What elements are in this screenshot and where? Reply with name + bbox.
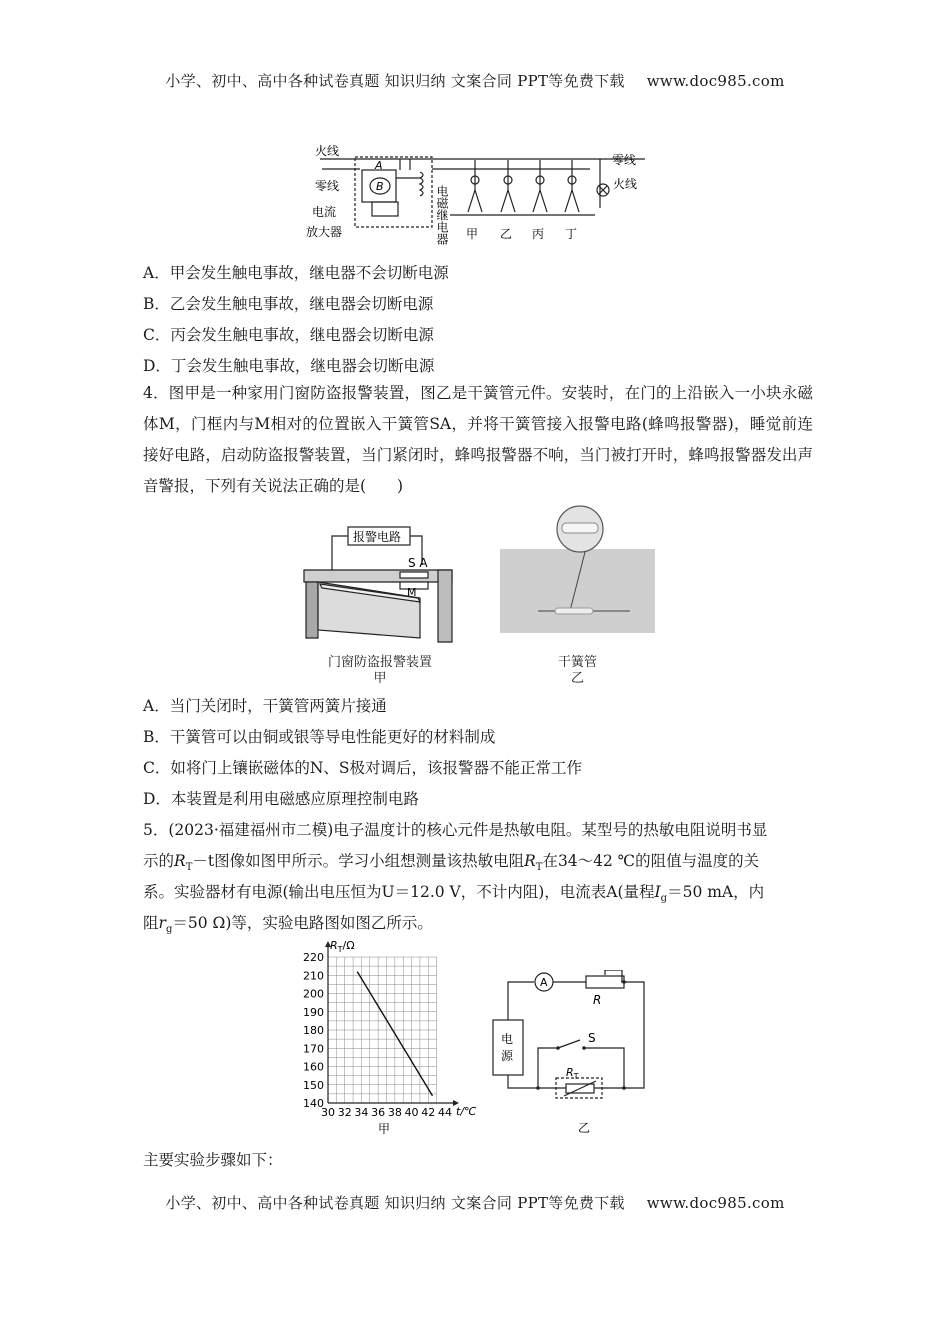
q3-option-a: A．甲会发生触电事故，继电器不会切断电源 bbox=[143, 264, 449, 282]
fire-right-label: 火线 bbox=[613, 177, 638, 191]
header-text: 小学、初中、高中各种试卷真题 知识归纳 文案合同 PPT等免费下载 bbox=[165, 72, 625, 90]
y-tick-label: 190 bbox=[303, 1005, 324, 1019]
zero-right-label: 零线 bbox=[612, 153, 637, 167]
source-label-2: 源 bbox=[501, 1049, 514, 1063]
coil-a-label: A bbox=[375, 159, 383, 172]
y-tick-label: 180 bbox=[303, 1024, 324, 1037]
q5-rt-2: R bbox=[524, 852, 536, 870]
relay-circuit-figure bbox=[300, 140, 650, 250]
person-ding-label: 丁 bbox=[565, 227, 578, 241]
q5-l4a: 阻 bbox=[143, 914, 159, 932]
q4-option-c: C．如将门上镶嵌磁体的N、S极对调后，该报警器不能正常工作 bbox=[143, 759, 583, 777]
q3-option-d: D．丁会发生触电事故，继电器会切断电源 bbox=[143, 357, 435, 375]
reed-switch-caption: 干簧管 bbox=[557, 655, 597, 670]
q5-rg-sub: g bbox=[165, 924, 173, 936]
q4-option-a: A．当门关闭时，干簧管两簧片接通 bbox=[143, 697, 387, 715]
x-tick-label: 44 bbox=[438, 1106, 452, 1119]
q5-l2b: －t图像如图甲所示。学习小组想测量该热敏电阻 bbox=[192, 852, 525, 870]
q5-line-4 bbox=[143, 911, 433, 935]
q5-rt-1-sub: T bbox=[185, 862, 193, 874]
x-tick-label: 42 bbox=[421, 1106, 436, 1119]
x-tick-label: 30 bbox=[321, 1106, 335, 1119]
q5-l3: 系。实验器材有电源(输出电压恒为U＝12.0 V，不计内阻)，电流表A(量程 bbox=[143, 883, 655, 901]
x-tick-label: 32 bbox=[337, 1106, 352, 1119]
thermistor-label-main: R bbox=[566, 1066, 574, 1079]
coil-b-label: B bbox=[376, 180, 384, 193]
chart-grid bbox=[328, 957, 437, 1103]
footer-site: www.doc985.com bbox=[646, 1194, 785, 1212]
fire-left-label: 火线 bbox=[315, 144, 340, 158]
q5-l3b: ＝50 mA，内 bbox=[667, 883, 765, 901]
x-tick-label: 40 bbox=[404, 1106, 419, 1119]
chart-axes bbox=[325, 941, 459, 1106]
y-tick-label: 150 bbox=[303, 1078, 324, 1092]
thermistor-label-sub: T bbox=[573, 1072, 579, 1081]
x-tick-label: 38 bbox=[387, 1106, 402, 1119]
switch-label: S bbox=[588, 1031, 596, 1045]
q4-stem: 4．图甲是一种家用门窗防盗报警装置，图乙是干簧管元件。安装时，在门的上沿嵌入一小块永磁体M，门框内与M相对的位置嵌入干簧管SA，并将干簧管接入报警电路(蜂鸣报警器)，睡觉前连接好电路，启动防盗报警装置，当门紧闭时，蜂鸣报警器不响，当门被打开时，蜂鸣报警器发出声音警报，下列有关说法正确的是( ) bbox=[143, 384, 813, 495]
reed-switch-figure bbox=[500, 505, 660, 633]
person-yi-label: 乙 bbox=[500, 227, 513, 241]
q5-ig: I bbox=[654, 883, 661, 901]
q5-l2a: 示的 bbox=[143, 852, 175, 870]
page-header bbox=[0, 70, 950, 91]
x-tick-label: 36 bbox=[371, 1106, 386, 1119]
q3-option-b: B．乙会发生触电事故，继电器会切断电源 bbox=[143, 295, 434, 313]
person-jia-label: 甲 bbox=[466, 227, 479, 241]
q5-line-3 bbox=[143, 880, 764, 904]
amp-label-2: 放大器 bbox=[306, 225, 343, 239]
m-label: M bbox=[407, 586, 417, 599]
chart-xlabel: t/℃ bbox=[456, 1105, 477, 1118]
y-tick-label: 210 bbox=[303, 969, 324, 983]
y-tick-label: 170 bbox=[303, 1042, 324, 1056]
y-tick-label: 200 bbox=[303, 987, 324, 1001]
y-tick-label: 140 bbox=[303, 1097, 324, 1110]
door-alarm-sub: 甲 bbox=[373, 671, 387, 686]
q5-rt-2-sub: T bbox=[535, 862, 543, 874]
page-footer bbox=[0, 1192, 950, 1213]
alarm-circuit-label: 报警电路 bbox=[353, 530, 402, 544]
q5-ig-sub: g bbox=[660, 893, 668, 905]
measurement-circuit-figure bbox=[488, 970, 658, 1140]
rt-temperature-chart bbox=[290, 935, 490, 1140]
chart-ylabel bbox=[330, 939, 355, 954]
footer-text: 小学、初中、高中各种试卷真题 知识归纳 文案合同 PPT等免费下载 bbox=[165, 1194, 625, 1212]
q5-l2c: 在34～42 ℃的阻值与温度的关 bbox=[542, 852, 760, 870]
q5-line-1: 5．(2023·福建福州市二模)电子温度计的核心元件是热敏电阻。某型号的热敏电阻说明书显 bbox=[143, 821, 768, 839]
x-tick-label: 34 bbox=[354, 1106, 369, 1119]
source-label-1: 电 bbox=[501, 1032, 514, 1046]
q5-l4b: ＝50 Ω)等，实验电路图如图乙所示。 bbox=[172, 914, 433, 932]
q4-option-d: D．本装置是利用电磁感应原理控制电路 bbox=[143, 790, 419, 808]
chart-ylabel-sub: T bbox=[337, 945, 343, 954]
door-alarm-figure bbox=[300, 520, 460, 645]
amp-label: 电流 bbox=[312, 205, 337, 219]
reed-switch-sub: 乙 bbox=[570, 671, 584, 686]
rheostat-label: R bbox=[593, 993, 602, 1007]
q5-rt-1: R bbox=[174, 852, 186, 870]
relay-label: 电磁继电器 bbox=[435, 185, 449, 245]
thermistor-label bbox=[566, 1066, 579, 1081]
door-alarm-caption: 门窗防盗报警装置 bbox=[327, 655, 432, 670]
q3-option-c: C．丙会发生触电事故，继电器会切断电源 bbox=[143, 326, 434, 344]
y-tick-label: 220 bbox=[303, 951, 324, 964]
sa-label: S A bbox=[408, 556, 428, 570]
person-bing-label: 丙 bbox=[532, 227, 545, 241]
header-site: www.doc985.com bbox=[646, 72, 785, 90]
chart-ylabel-unit: /Ω bbox=[342, 939, 355, 952]
q5-line-2 bbox=[143, 849, 759, 873]
q5-rg: r bbox=[158, 914, 166, 932]
q4-option-b: B．干簧管可以由铜或银等导电性能更好的材料制成 bbox=[143, 728, 496, 746]
circuit-caption: 乙 bbox=[578, 1121, 591, 1135]
chart-caption: 甲 bbox=[378, 1122, 391, 1136]
y-tick-label: 160 bbox=[303, 1060, 324, 1074]
q5-steps-intro: 主要实验步骤如下： bbox=[143, 1151, 283, 1169]
chart-ylabel-main: R bbox=[330, 939, 338, 952]
zero-left-label: 零线 bbox=[315, 179, 340, 193]
ammeter-label: A bbox=[540, 976, 548, 989]
